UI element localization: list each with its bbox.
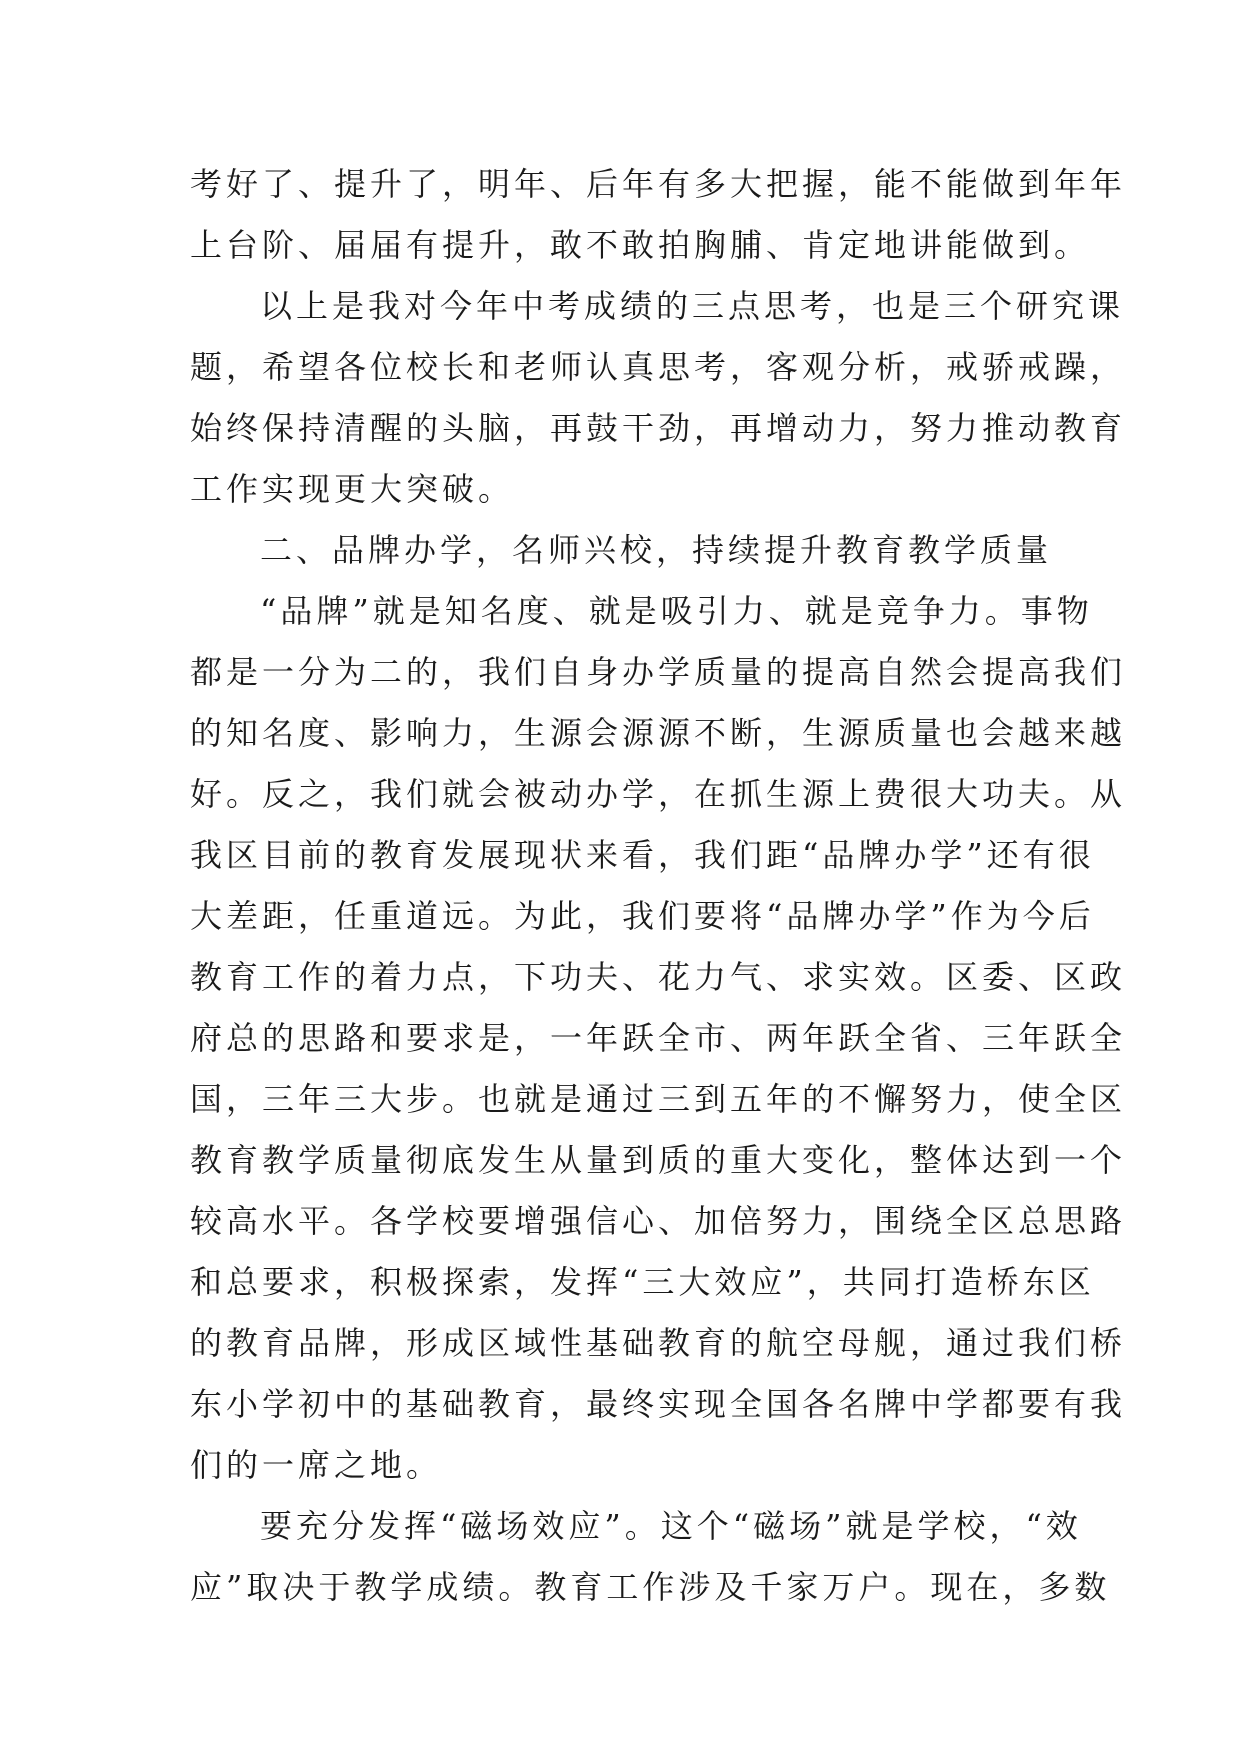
text-line: 考好了、提升了，明年、后年有多大把握，能不能做到年年 xyxy=(190,165,1127,203)
body-text xyxy=(190,154,1127,1618)
text-line: 我区目前的教育发展现状来看，我们距“品牌办学”还有很 xyxy=(190,836,1095,874)
text-line: 大差距，任重道远。为此，我们要将“品牌办学”作为今后 xyxy=(190,897,1095,935)
text-line: 的教育品牌，形成区域性基础教育的航空母舰，通过我们桥 xyxy=(190,1324,1127,1362)
text-line: 较高水平。各学校要增强信心、加倍努力，围绕全区总思路 xyxy=(190,1202,1127,1240)
section-heading: 二、品牌办学，名师兴校，持续提升教育教学质量 xyxy=(260,531,1053,569)
text-line: 们的一席之地。 xyxy=(190,1446,443,1484)
text-line: 上台阶、届届有提升，敢不敢拍胸脯、肯定地讲能做到。 xyxy=(190,226,1091,264)
text-line: 教育教学质量彻底发生从量到质的重大变化，整体达到一个 xyxy=(190,1141,1127,1179)
paragraph-start-line: 要充分发挥“磁场效应”。这个“磁场”就是学校，“效 xyxy=(260,1507,1082,1545)
text-line: 都是一分为二的，我们自身办学质量的提高自然会提高我们 xyxy=(190,653,1127,691)
text-line: 国，三年三大步。也就是通过三到五年的不懈努力，使全区 xyxy=(190,1080,1127,1118)
paragraph-start-line: 以上是我对今年中考成绩的三点思考，也是三个研究课 xyxy=(260,287,1125,325)
text-line: 和总要求，积极探索，发挥“三大效应”，共同打造桥东区 xyxy=(190,1263,1095,1301)
text-line: 教育工作的着力点，下功夫、花力气、求实效。区委、区政 xyxy=(190,958,1127,996)
text-line: 好。反之，我们就会被动办学，在抓生源上费很大功夫。从 xyxy=(190,775,1127,813)
text-line: 府总的思路和要求是，一年跃全市、两年跃全省、三年跃全 xyxy=(190,1019,1127,1057)
text-line: 的知名度、影响力，生源会源源不断，生源质量也会越来越 xyxy=(190,714,1127,752)
text-line: 工作实现更大突破。 xyxy=(190,470,515,508)
text-line: 应”取决于教学成绩。教育工作涉及千家万户。现在，多数 xyxy=(190,1568,1111,1606)
paragraph-start-line: “品牌”就是知名度、就是吸引力、就是竞争力。事物 xyxy=(260,592,1093,630)
text-line: 东小学初中的基础教育，最终实现全国各名牌中学都要有我 xyxy=(190,1385,1127,1423)
text-line: 始终保持清醒的头脑，再鼓干劲，再增动力，努力推动教育 xyxy=(190,409,1127,447)
text-line: 题，希望各位校长和老师认真思考，客观分析，戒骄戒躁， xyxy=(190,348,1127,386)
